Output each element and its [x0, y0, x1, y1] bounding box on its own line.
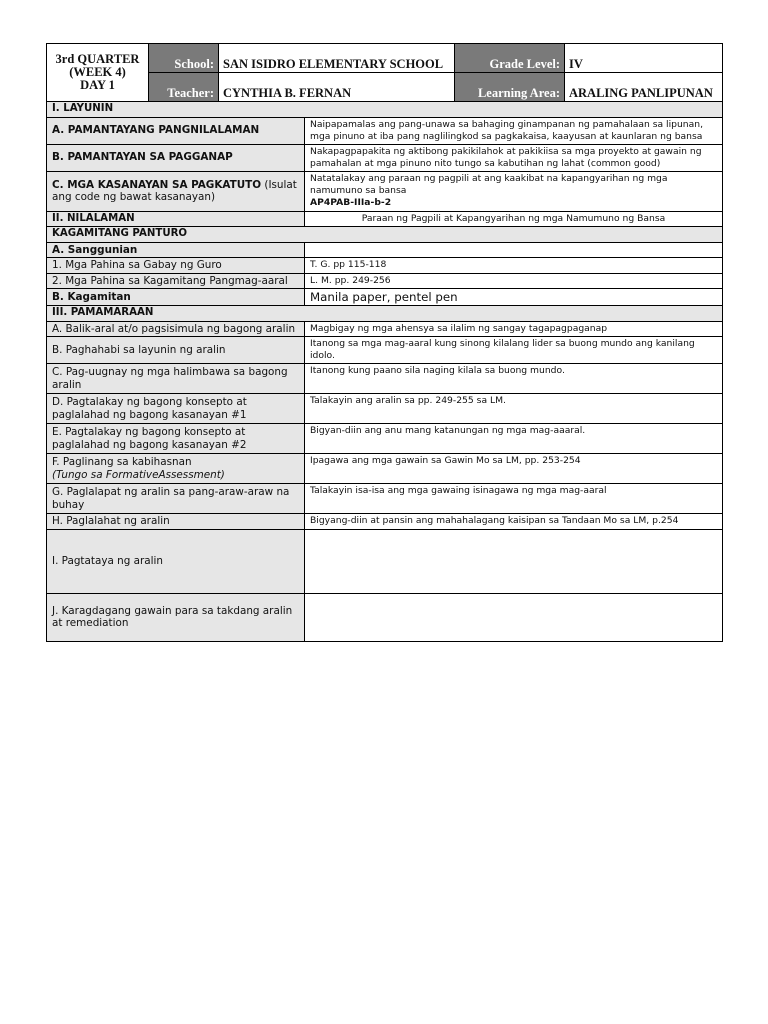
row-value-pagtataya: [305, 529, 723, 593]
row-value-gabay-ng-guro: T. G. pp 115-118: [305, 258, 723, 274]
paglinang-note: (Tungo sa FormativeAssessment): [52, 468, 225, 481]
teacher-label: Teacher:: [149, 73, 219, 102]
row-label-paglalapat: G. Paglalapat ng aralin sa pang-araw-araw na buhay: [47, 484, 305, 514]
section-kagamitang-panturo: KAGAMITANG PANTURO: [47, 227, 723, 243]
section-pamamaraan: III. PAMAMARAAN: [47, 306, 723, 322]
row-label-gabay-ng-guro: 1. Mga Pahina sa Gabay ng Guro: [47, 258, 305, 274]
row-value-kasanayan: [305, 171, 723, 211]
row-label-kagamitan: B. Kagamitan: [47, 289, 305, 306]
row-value-pag-uugnay: Itanong kung paano sila naging kilala sa buong mundo.: [305, 364, 723, 394]
row-value-pagtalakay-2: Bigyan-diin ang anu mang katanungan ng mga mag-aaaral.: [305, 424, 723, 454]
row-value-pamantayan-sa-pagganap: Nakapagpapakita ng aktibong pakikilahok at pakikiisa sa mga proyekto at gawain ng pamahalan at mga pinuno nito tungo sa kabutihan ng lahat (common good): [305, 144, 723, 171]
school-value: SAN ISIDRO ELEMENTARY SCHOOL: [219, 44, 455, 73]
row-value-kagamitang-pangmag-aaral: L. M. pp. 249-256: [305, 273, 723, 289]
row-label-karagdagang-gawain: J. Karagdagang gawain para sa takdang aralin at remediation: [47, 593, 305, 641]
row-label-pagtalakay-2: E. Pagtalakay ng bagong konsepto at paglalahad ng bagong kasanayan #2: [47, 424, 305, 454]
school-label: School:: [149, 44, 219, 73]
row-label-pagtataya: I. Pagtataya ng aralin: [47, 529, 305, 593]
row-value-sanggunian: [305, 242, 723, 258]
row-label-kasanayan: [47, 171, 305, 211]
row-label-sanggunian: A. Sanggunian: [47, 242, 305, 258]
quarter-week-day: [47, 44, 149, 102]
week-label: (WEEK 4): [69, 65, 126, 79]
row-value-paglinang: Ipagawa ang mga gawain sa Gawin Mo sa LM, pp. 253-254: [305, 454, 723, 484]
row-label-pag-uugnay: C. Pag-uugnay ng mga halimbawa sa bagong aralin: [47, 364, 305, 394]
learning-area-value: ARALING PANLIPUNAN: [565, 73, 723, 102]
header-table: [46, 43, 723, 102]
nilalaman-value: Paraan ng Pagpili at Kapangyarihan ng mga Namumuno ng Bansa: [305, 211, 723, 227]
row-label-paglinang: [47, 454, 305, 484]
row-value-pamantayang-pangnilalaman: Naipapamalas ang pang-unawa sa bahaging ginampanan ng pamahalaan sa lipunan, mga pinuno at iba pang naglilingkod sa pagkakaisa, kaayusan at kaunlaran ng bansa: [305, 117, 723, 144]
quarter-label: 3rd QUARTER: [55, 52, 140, 66]
row-label-pamantayang-pangnilalaman: A. PAMANTAYANG PANGNILALAMAN: [47, 117, 305, 144]
row-label-balik-aral: A. Balik-aral at/o pagsisimula ng bagong aralin: [47, 321, 305, 337]
row-label-paghahabi: B. Paghahabi sa layunin ng aralin: [47, 337, 305, 364]
row-value-paglalapat: Talakayin isa-isa ang mga gawaing isinagawa ng mga mag-aaral: [305, 484, 723, 514]
row-label-kagamitang-pangmag-aaral: 2. Mga Pahina sa Kagamitang Pangmag-aaral: [47, 273, 305, 289]
section-nilalaman: II. NILALAMAN: [47, 211, 305, 227]
kasanayan-label-bold: C. MGA KASANAYAN SA PAGKATUTO: [52, 178, 262, 191]
row-value-pagtalakay-1: Talakayin ang aralin sa pp. 249-255 sa LM.: [305, 394, 723, 424]
kasanayan-text: Natatalakay ang paraan ng pagpili at ang kaakibat na kapangyarihan ng mga namumuno sa bansa: [310, 172, 668, 196]
row-value-balik-aral: Magbigay ng mga ahensya sa ilalim ng sangay tagapagpaganap: [305, 321, 723, 337]
row-value-kagamitan: Manila paper, pentel pen: [305, 289, 723, 306]
kasanayan-label-note: (Isulat ang code ng bawat kasanayan): [52, 178, 297, 203]
kasanayan-code: AP4PAB-IIIa-b-2: [310, 196, 392, 208]
teacher-value: CYNTHIA B. FERNAN: [219, 73, 455, 102]
grade-level-label: Grade Level:: [455, 44, 565, 73]
row-value-paglalahat: Bigyang-diin at pansin ang mahahalagang kaisipan sa Tandaan Mo sa LM, p.254: [305, 514, 723, 530]
section-layunin: I. LAYUNIN: [47, 102, 723, 118]
row-value-paghahabi: Itanong sa mga mag-aaral kung sinong kilalang lider sa buong mundo ang kanilang idolo.: [305, 337, 723, 364]
paglinang-label: F. Paglinang sa kabihasnan: [52, 456, 192, 468]
row-label-pagtalakay-1: D. Pagtalakay ng bagong konsepto at paglalahad ng bagong kasanayan #1: [47, 394, 305, 424]
learning-area-label: Learning Area:: [455, 73, 565, 102]
day-label: DAY 1: [80, 78, 115, 92]
row-label-pamantayan-sa-pagganap: B. PAMANTAYAN SA PAGGANAP: [47, 144, 305, 171]
lesson-table: [46, 101, 723, 642]
row-value-karagdagang-gawain: [305, 593, 723, 641]
row-label-paglalahat: H. Paglalahat ng aralin: [47, 514, 305, 530]
grade-level-value: IV: [565, 44, 723, 73]
